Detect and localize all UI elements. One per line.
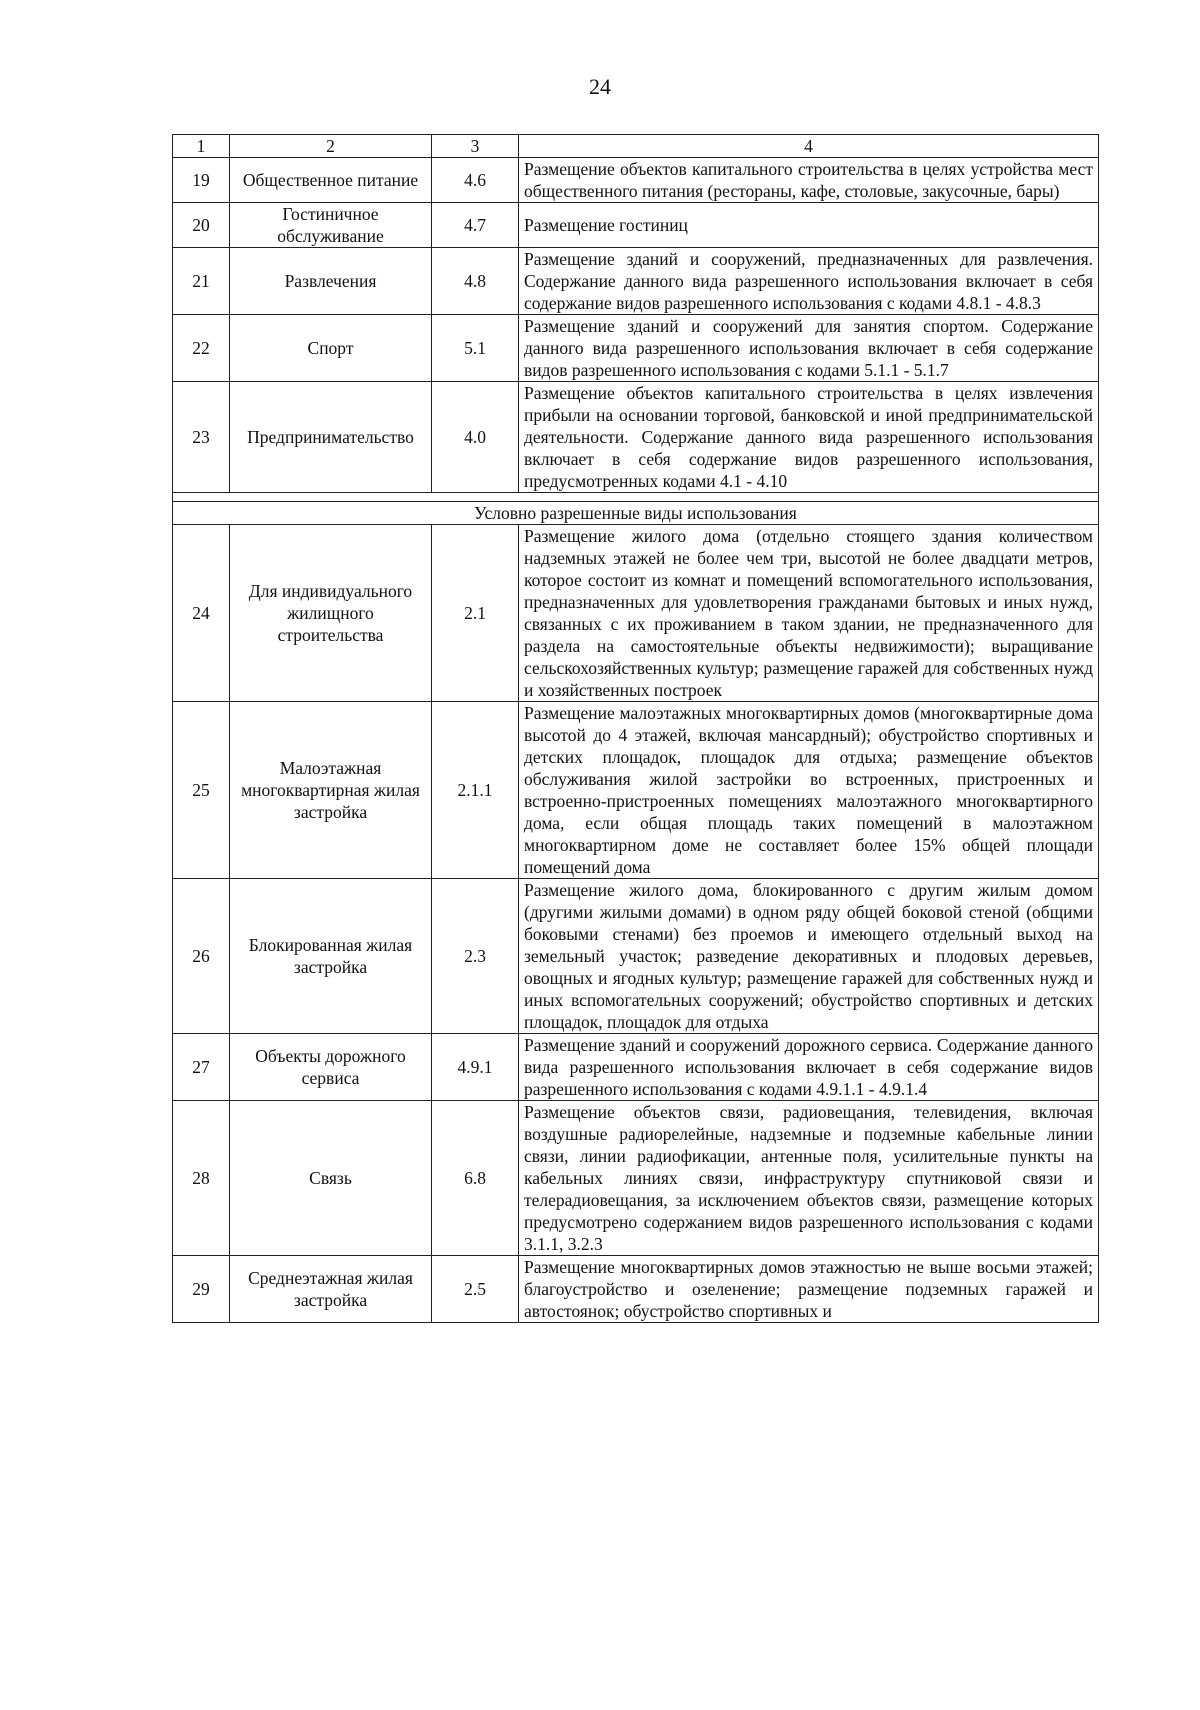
column-header: 4 [519,135,1099,158]
use-code: 6.8 [432,1101,519,1256]
use-description: Размещение зданий и сооружений дорожного сервиса. Содержание данного вида разрешенного использования включает в себя содержание видов разрешенного использования с кодами 4.9.1.1 - 4.9.1.4 [519,1034,1099,1101]
use-code: 4.8 [432,248,519,315]
use-code: 4.6 [432,158,519,203]
use-code: 2.3 [432,879,519,1034]
table-row [173,382,1099,493]
use-description: Размещение зданий и сооружений, предназначенных для развлечения. Содержание данного вида разрешенного использования включает в себя содержание видов разрешенного использования с кодами 4.8.1 - 4.8.3 [519,248,1099,315]
table-body-section [173,493,1099,525]
use-description: Размещение объектов связи, радиовещания, телевидения, включая воздушные радиорелейные, надземные и подземные кабельные линии связи, линии радиофикации, антенные поля, усилительные пункты на кабельных линиях связи, инфраструктуру спутниковой связи и телерадиовещания, за исключением объектов связи, размещение которых предусмотрено содержанием видов разрешенного использования с кодами 3.1.1, 3.2.3 [519,1101,1099,1256]
row-number: 29 [173,1256,230,1323]
table-header-row [173,135,1099,158]
use-code: 2.1 [432,525,519,702]
spacer-row [173,493,1099,502]
use-description: Размещение объектов капитального строительства в целях извлечения прибыли на основании торговой, банковской и иной предпринимательской деятельности. Содержание данного вида разрешенного использования включает в себя содержание видов разрешенного использования, предусмотренных кодами 4.1 - 4.10 [519,382,1099,493]
table-row [173,1101,1099,1256]
section-heading-row [173,502,1099,525]
use-description: Размещение многоквартирных домов этажностью не выше восьми этажей; благоустройство и озеленение; размещение подземных гаражей и автостоянок; обустройство спортивных и [519,1256,1099,1323]
table-row [173,1034,1099,1101]
use-name: Общественное питание [230,158,432,203]
table-row [173,702,1099,879]
land-use-table [172,134,1099,1323]
use-description: Размещение жилого дома, блокированного с другим жилым домом (другими жилыми домами) в одном ряду общей боковой стеной (общими боковыми стенами) без проемов и имеющего отдельный выход на земельный участок; разведение декоративных и плодовых деревьев, овощных и ягодных культур; размещение гаражей для собственных нужд и иных вспомогательных сооружений; обустройство спортивных и детских площадок, площадок для отдыха [519,879,1099,1034]
use-name: Для индивидуального жилищного строительства [230,525,432,702]
use-code: 4.7 [432,203,519,248]
table-row [173,248,1099,315]
use-description: Размещение объектов капитального строительства в целях устройства мест общественного питания (рестораны, кафе, столовые, закусочные, бары) [519,158,1099,203]
use-name: Спорт [230,315,432,382]
row-number: 22 [173,315,230,382]
table-row [173,879,1099,1034]
use-code: 2.5 [432,1256,519,1323]
use-description: Размещение гостиниц [519,203,1099,248]
column-header: 1 [173,135,230,158]
row-number: 27 [173,1034,230,1101]
row-number: 21 [173,248,230,315]
table-body-conditional [173,525,1099,1323]
row-number: 24 [173,525,230,702]
use-code: 2.1.1 [432,702,519,879]
use-name: Предпринимательство [230,382,432,493]
use-description: Размещение зданий и сооружений для занятия спортом. Содержание данного вида разрешенного использования включает в себя содержание видов разрешенного использования с кодами 5.1.1 - 5.1.7 [519,315,1099,382]
row-number: 25 [173,702,230,879]
table-row [173,315,1099,382]
column-header: 2 [230,135,432,158]
use-name: Развлечения [230,248,432,315]
row-number: 28 [173,1101,230,1256]
table-row [173,158,1099,203]
column-header: 3 [432,135,519,158]
use-name: Блокированная жилая застройка [230,879,432,1034]
row-number: 20 [173,203,230,248]
section-heading: Условно разрешенные виды использования [173,502,1099,525]
use-name: Гостиничное обслуживание [230,203,432,248]
table-body-main [173,158,1099,493]
use-description: Размещение малоэтажных многоквартирных домов (многоквартирные дома высотой до 4 этажей, включая мансардный); обустройство спортивных и детских площадок, площадок для отдыха; размещение объектов обслуживания жилой застройки во встроенных, пристроенных и встроенно-пристроенных помещениях малоэтажного многоквартирного дома, если общая площадь таких помещений в малоэтажном многоквартирном доме не составляет более 15% общей площади помещений дома [519,702,1099,879]
table-row [173,203,1099,248]
use-name: Связь [230,1101,432,1256]
row-number: 23 [173,382,230,493]
row-number: 19 [173,158,230,203]
row-number: 26 [173,879,230,1034]
use-code: 4.9.1 [432,1034,519,1101]
page-number: 24 [589,74,611,99]
use-description: Размещение жилого дома (отдельно стоящего здания количеством надземных этажей не более чем три, высотой не более двадцати метров, которое состоит из комнат и помещений вспомогательного использования, предназначенных для удовлетворения гражданами бытовых и иных нужд, связанных с их проживанием в таком здании, не предназначенного для раздела на самостоятельные объекты недвижимости); выращивание сельскохозяйственных культур; размещение гаражей для собственных нужд и хозяйственных построек [519,525,1099,702]
use-name: Объекты дорожного сервиса [230,1034,432,1101]
use-name: Среднеэтажная жилая застройка [230,1256,432,1323]
table-row [173,525,1099,702]
use-code: 5.1 [432,315,519,382]
use-code: 4.0 [432,382,519,493]
table-row [173,1256,1099,1323]
use-name: Малоэтажная многоквартирная жилая застройка [230,702,432,879]
